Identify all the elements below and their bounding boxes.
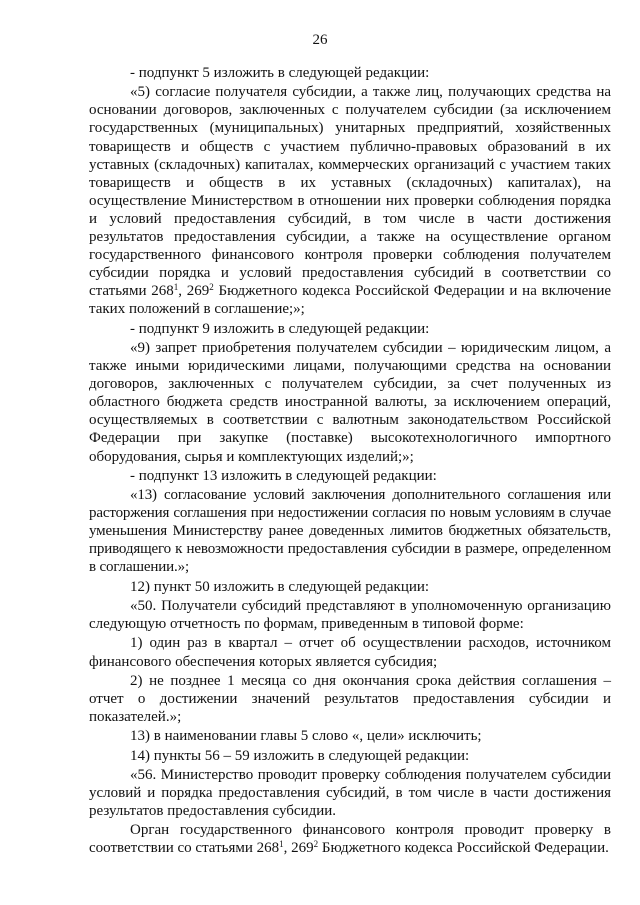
paragraph-subpoint-13-text: «13) согласование условий заключения дополнительного соглашения или расторжения соглашения при недостижении согласия по новым условиям в случае уменьшения Министерству ранее доведенных лимитов бюджетных обязательств, приводящего к невозможности предоставления субсидии в размере, определенном в соглашении.»; <box>89 487 611 576</box>
paragraph-subpoint-13-intro: - подпункт 13 изложить в следующей редакции: <box>130 467 437 484</box>
superscript: 2 <box>313 839 319 850</box>
document-body <box>89 64 611 859</box>
paragraph-text: Орган государственного финансового контроля проводит проверку в соответствии со статьями 268 <box>89 822 611 857</box>
paragraph-point-50-1: 1) один раз в квартал – отчет об осуществлении расходов, источником финансового обеспечения которых является субсидия; <box>89 635 611 670</box>
superscript: 2 <box>209 282 214 293</box>
paragraph-subpoint-5-intro: - подпункт 5 изложить в следующей редакции: <box>130 65 430 81</box>
paragraph-subpoint-9-text: «9) запрет приобретения получателем субсидии – юридическим лицом, а также иными юридическими лицами, получающими средства на основании договоров, заключенных с получателем субсидии, за счет полученных из областного бюджета средств иностранной валюты, за исключением операций, осуществляемых в соответствии с валютным законодательством Российской Федерации при закупке (поставке) высокотехнологичного импортного оборудования, сырья и комплектующих изделий;»; <box>89 339 611 465</box>
paragraph-point-50: «50. Получатели субсидий представляют в уполномоченную организацию следующую отчетность по формам, приведенным в типовой форме: <box>89 598 611 633</box>
paragraph-subpoint-5-text <box>89 83 611 318</box>
paragraph-control-body <box>89 821 611 857</box>
paragraph-text: «5) согласие получателя субсидии, а также лиц, получающих средства на основании договоров, заключенных с получателем субсидии (за исключением государственных (муниципальных) унитарных предприятий, хозяйственных товариществ и обществ с участием публично-правовых образований в их уставных (складочных) капиталах, коммерческих организаций с участием таких товариществ и обществ в их уставных (складочных) капиталах), на осуществление Министерством в отношении них проверки соблюдения порядка и условий предоставления субсидий, в том числе в части достижения результатов предоставления субсидии, а также на осуществление органом государственного финансового контроля проверки соблюдения получателем субсидии порядка и условий предоставления субсидий в соответствии со статьями 268 <box>89 84 611 300</box>
paragraph-item-14: 14) пункты 56 – 59 изложить в следующей редакции: <box>130 747 470 764</box>
paragraph-item-12: 12) пункт 50 изложить в следующей редакции: <box>130 578 430 595</box>
paragraph-text: , 269 <box>178 283 210 300</box>
superscript: 1 <box>173 282 179 293</box>
paragraph-subpoint-9-intro: - подпункт 9 изложить в следующей редакции: <box>130 320 430 337</box>
paragraph-text: , 269 <box>283 840 314 857</box>
superscript: 1 <box>279 839 284 850</box>
paragraph-point-56: «56. Министерство проводит проверку соблюдения получателем субсидии условий и порядка предоставления субсидий, в том числе в части достижения результатов предоставления субсидии. <box>89 766 611 819</box>
paragraph-text: Бюджетного кодекса Российской Федерации. <box>318 840 609 857</box>
paragraph-item-13: 13) в наименовании главы 5 слово «, цели» исключить; <box>130 728 482 745</box>
paragraph-text: Бюджетного кодекса Российской Федерации и на включение таких положений в соглашение;»; <box>89 283 611 318</box>
paragraph-point-50-2: 2) не позднее 1 месяца со дня окончания срока действия соглашения – отчет о достижении значений результатов предоставления субсидии и показателей.»; <box>89 672 611 725</box>
page-number: 26 <box>312 32 328 48</box>
